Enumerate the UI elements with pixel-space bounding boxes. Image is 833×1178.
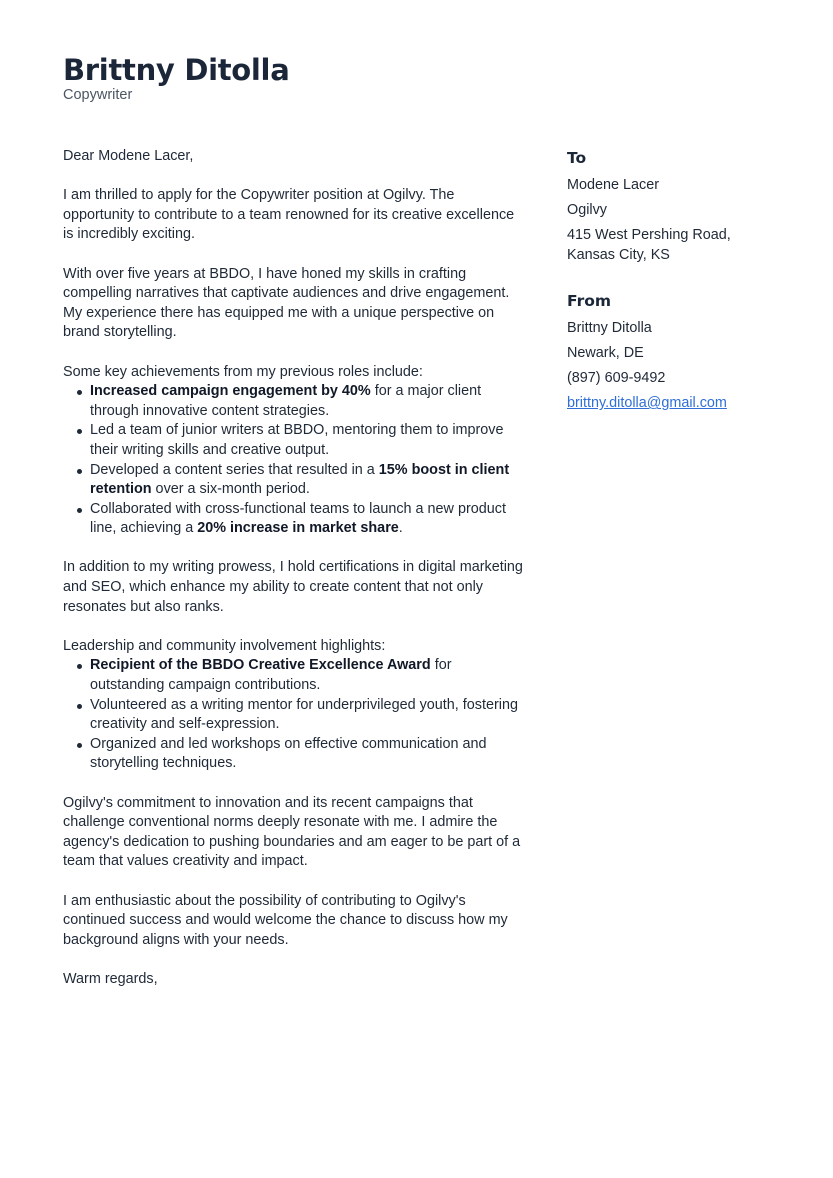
letter-body [63, 147, 525, 1009]
achievements-intro: Some key achievements from my previous roles include: [63, 363, 423, 380]
paragraph-1: I am thrilled to apply for the Copywriter position at Ogilvy. The opportunity to contribute to a team renowned for its creative excellence is incredibly exciting. [63, 187, 515, 243]
contact-sidebar [567, 148, 782, 440]
list-item: Recipient of the BBDO Creative Excellence Award for outstanding campaign contributions. [63, 656, 525, 695]
sender-contact-name: Brittny Ditolla [567, 320, 652, 337]
paragraph-3: In addition to my writing prowess, I hold certifications in digital marketing and SEO, which enhance my ability to create content that not only resonates but also ranks. [63, 559, 523, 615]
sender-email-link[interactable]: brittny.ditolla@gmail.com [567, 395, 727, 412]
leadership-list [63, 656, 525, 774]
recipient-company: Ogilvy [567, 201, 607, 218]
from-heading: From [567, 292, 612, 311]
paragraph-5: I am enthusiastic about the possibility of contributing to Ogilvy's continued success and would welcome the chance to discuss how my background aligns with your needs. [63, 892, 508, 948]
list-item: Organized and led workshops on effective communication and storytelling techniques. [63, 735, 525, 774]
sender-location: Newark, DE [567, 345, 644, 362]
to-heading: To [567, 149, 587, 167]
sender-block [567, 291, 782, 414]
greeting: Dear Modene Lacer, [63, 148, 194, 164]
list-item: Led a team of junior writers at BBDO, mentoring them to improve their writing skills and creative output. [63, 421, 525, 460]
list-item: Increased campaign engagement by 40% for a major client through innovative content strategies. [63, 382, 525, 421]
list-item: Collaborated with cross-functional teams to launch a new product line, achieving a 20% increase in market share. [63, 500, 525, 539]
sender-phone: (897) 609-9492 [567, 370, 666, 387]
list-item: Volunteered as a writing mentor for underprivileged youth, fostering creativity and self-expression. [63, 696, 525, 735]
recipient-block [567, 148, 782, 265]
achievements-list [63, 382, 525, 539]
sender-name: Brittny Ditolla [63, 53, 290, 87]
recipient-name: Modene Lacer [567, 177, 660, 193]
paragraph-2: With over five years at BBDO, I have honed my skills in crafting compelling narratives that captivate audiences and drive engagement. My experience there has equipped me with a unique perspective on brand storytelling. [63, 265, 510, 341]
list-item: Developed a content series that resulted in a 15% boost in client retention over a six-month period. [63, 461, 525, 500]
leadership-intro: Leadership and community involvement highlights: [63, 637, 386, 654]
letter-header [63, 52, 289, 104]
recipient-address: 415 West Pershing Road, Kansas City, KS [567, 226, 731, 263]
sender-title: Copywriter [63, 87, 133, 103]
paragraph-4: Ogilvy's commitment to innovation and its recent campaigns that challenge conventional norms deeply resonate with me. I admire the agency's dedication to pushing boundaries and am eager to be part of a team that values creativity and impact. [63, 794, 521, 870]
closing: Warm regards, [63, 970, 158, 987]
